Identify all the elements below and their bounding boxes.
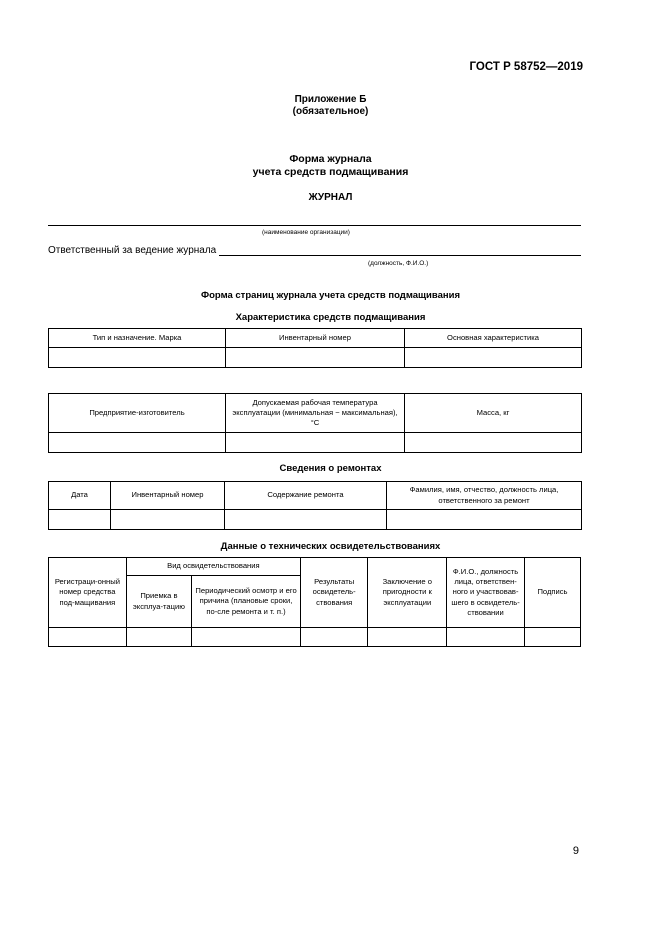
- table-row: [49, 510, 582, 530]
- characteristics-table-1: [48, 328, 582, 368]
- repairs-table: [48, 481, 582, 530]
- column-header: Предприятие-изготовитель: [49, 394, 226, 433]
- table-cell: [300, 628, 367, 647]
- organization-line: [48, 225, 581, 226]
- column-header: Допускаемая рабочая температура эксплуатации (минимальная − максимальная), °С: [226, 394, 405, 433]
- column-header: Приемка в эксплуа-тацию: [126, 576, 191, 628]
- table-row: [49, 628, 581, 647]
- column-header: Содержание ремонта: [225, 482, 387, 510]
- table-header-row: [49, 482, 582, 510]
- table-header-row: [49, 558, 581, 576]
- column-header: Масса, кг: [405, 394, 582, 433]
- organization-caption: (наименование организации): [262, 229, 350, 236]
- repairs-title: Сведения о ремонтах: [279, 463, 382, 474]
- column-header: Тип и назначение. Марка: [49, 329, 226, 348]
- appendix-status: (обязательное): [292, 106, 369, 117]
- column-header: Инвентарный номер: [111, 482, 225, 510]
- table-cell: [524, 628, 580, 647]
- column-header: Фамилия, имя, отчество, должность лица, ответственного за ремонт: [387, 482, 582, 510]
- standard-designation: ГОСТ Р 58752—2019: [469, 61, 583, 73]
- table-cell: [368, 628, 447, 647]
- table-cell: [49, 348, 226, 368]
- page-number: 9: [572, 845, 579, 857]
- column-header: Дата: [49, 482, 111, 510]
- inspections-table: [48, 557, 581, 647]
- column-header: Основная характеристика: [405, 329, 582, 348]
- characteristics-table-2: [48, 393, 582, 453]
- responsible-label: Ответственный за ведение журнала: [48, 245, 217, 256]
- table-cell: [226, 348, 405, 368]
- responsible-caption: (должность, Ф.И.О.): [368, 260, 429, 267]
- appendix-title: Приложение Б: [294, 94, 367, 105]
- table-row: [49, 348, 582, 368]
- column-header: Инвентарный номер: [226, 329, 405, 348]
- table-cell: [405, 433, 582, 453]
- table-header-row: [49, 394, 582, 433]
- table-cell: [447, 628, 525, 647]
- column-header: Заключение о пригодности к эксплуатации: [368, 558, 447, 628]
- responsible-line: [219, 255, 581, 256]
- form-title-line2: учета средств подмащивания: [252, 166, 409, 178]
- table-cell: [49, 628, 127, 647]
- table-cell: [49, 510, 111, 530]
- table-row: [49, 433, 582, 453]
- column-header: Ф.И.О., должность лица, ответствен-ного и участвовав-шего в освидетель-ствовании: [447, 558, 525, 628]
- characteristics-title: Характеристика средств подмащивания: [235, 312, 426, 323]
- table-cell: [226, 433, 405, 453]
- column-header: Периодический осмотр и его причина (плановые сроки, по-сле ремонта и т. п.): [192, 576, 301, 628]
- table-cell: [111, 510, 225, 530]
- column-header: Результаты освидетель-ствования: [300, 558, 367, 628]
- column-header: Регистраци-онный номер средства под-мащивания: [49, 558, 127, 628]
- table-cell: [405, 348, 582, 368]
- pages-form-title: Форма страниц журнала учета средств подмащивания: [200, 290, 460, 301]
- form-title-line1: Форма журнала: [289, 153, 372, 165]
- table-cell: [192, 628, 301, 647]
- table-cell: [126, 628, 191, 647]
- column-header: Подпись: [524, 558, 580, 628]
- journal-heading: ЖУРНАЛ: [308, 192, 353, 203]
- table-header-row: [49, 329, 582, 348]
- column-header: Вид освидетельствования: [126, 558, 300, 576]
- table-cell: [49, 433, 226, 453]
- table-cell: [387, 510, 582, 530]
- table-cell: [225, 510, 387, 530]
- inspections-title: Данные о технических освидетельствованиях: [220, 541, 441, 552]
